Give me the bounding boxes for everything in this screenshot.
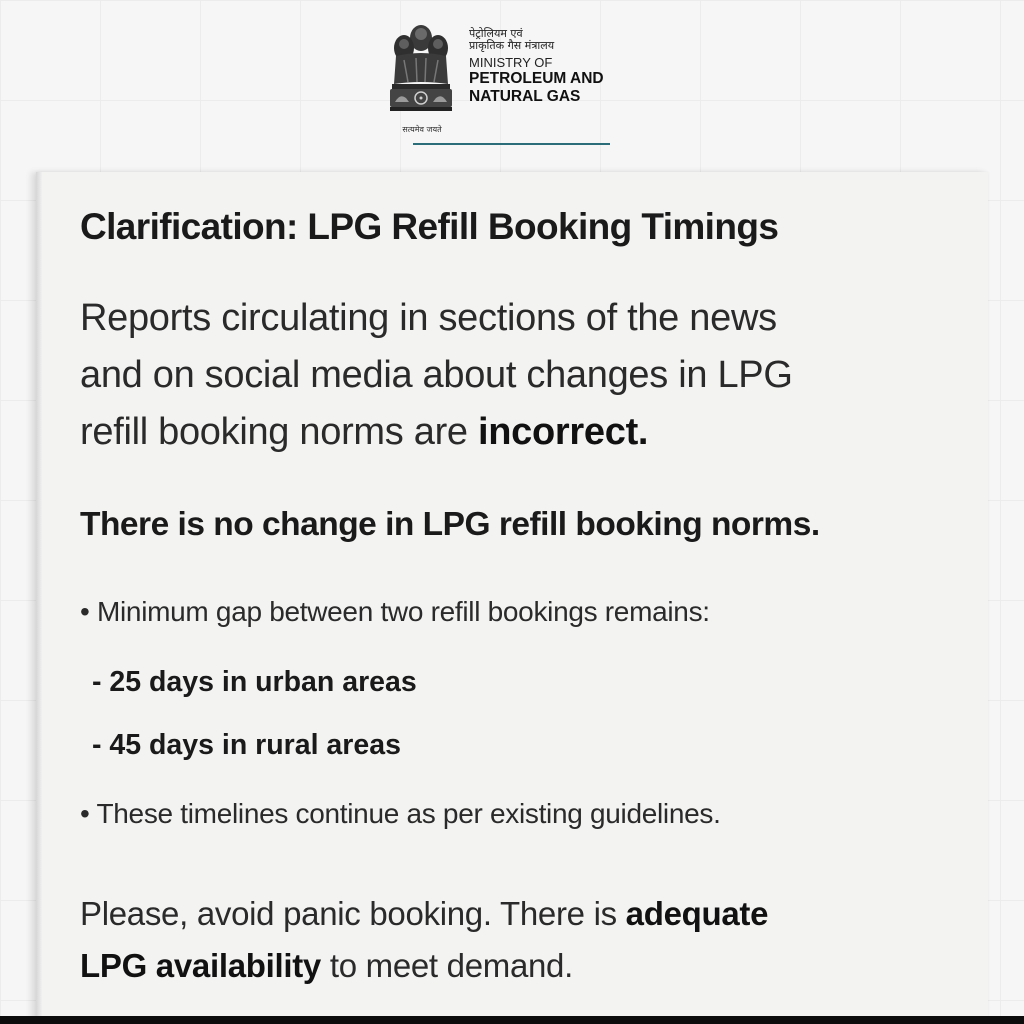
ministry-of-label: MINISTRY OF xyxy=(469,54,553,70)
sub-item-rural: - 45 days in rural areas xyxy=(92,729,401,761)
notice-title: Clarification: LPG Refill Booking Timings xyxy=(80,206,779,247)
emblem-motto: सत्यमेव जयते xyxy=(402,125,442,134)
intro-paragraph xyxy=(80,290,793,461)
closing-bold-1: adequate xyxy=(625,895,769,932)
intro-line-2: and on social media about changes in LPG xyxy=(80,354,793,396)
no-change-statement: There is no change in LPG refill booking norms. xyxy=(80,506,820,543)
header-underline xyxy=(413,143,610,145)
intro-emphasis: incorrect. xyxy=(478,411,649,453)
closing-line-2: to meet demand. xyxy=(320,947,573,984)
closing-paragraph xyxy=(80,888,768,992)
intro-line-1: Reports circulating in sections of the news xyxy=(80,297,777,339)
ministry-header xyxy=(386,22,626,148)
ministry-name-block xyxy=(469,28,604,105)
card-edge-shadow xyxy=(36,172,42,1024)
closing-line-1: Please, avoid panic booking. There is xyxy=(80,895,626,932)
bottom-border xyxy=(0,1016,1024,1024)
hindi-name-line-2: प्राकृतिक गैस मंत्रालय xyxy=(469,39,555,53)
national-emblem-icon xyxy=(386,22,456,140)
bullet-minimum-gap: • Minimum gap between two refill bookings remains: xyxy=(80,596,710,627)
bullet-timelines: • These timelines continue as per existing guidelines. xyxy=(80,798,721,829)
ministry-name-line-1: PETROLEUM AND xyxy=(469,70,604,88)
hindi-name-line-1: पेट्रोलियम एवं xyxy=(469,27,523,40)
intro-line-3: refill booking norms are xyxy=(80,411,479,453)
closing-bold-2: LPG availability xyxy=(80,947,321,984)
sub-item-urban: - 25 days in urban areas xyxy=(92,666,417,698)
ministry-name-line-2: NATURAL GAS xyxy=(469,87,581,105)
